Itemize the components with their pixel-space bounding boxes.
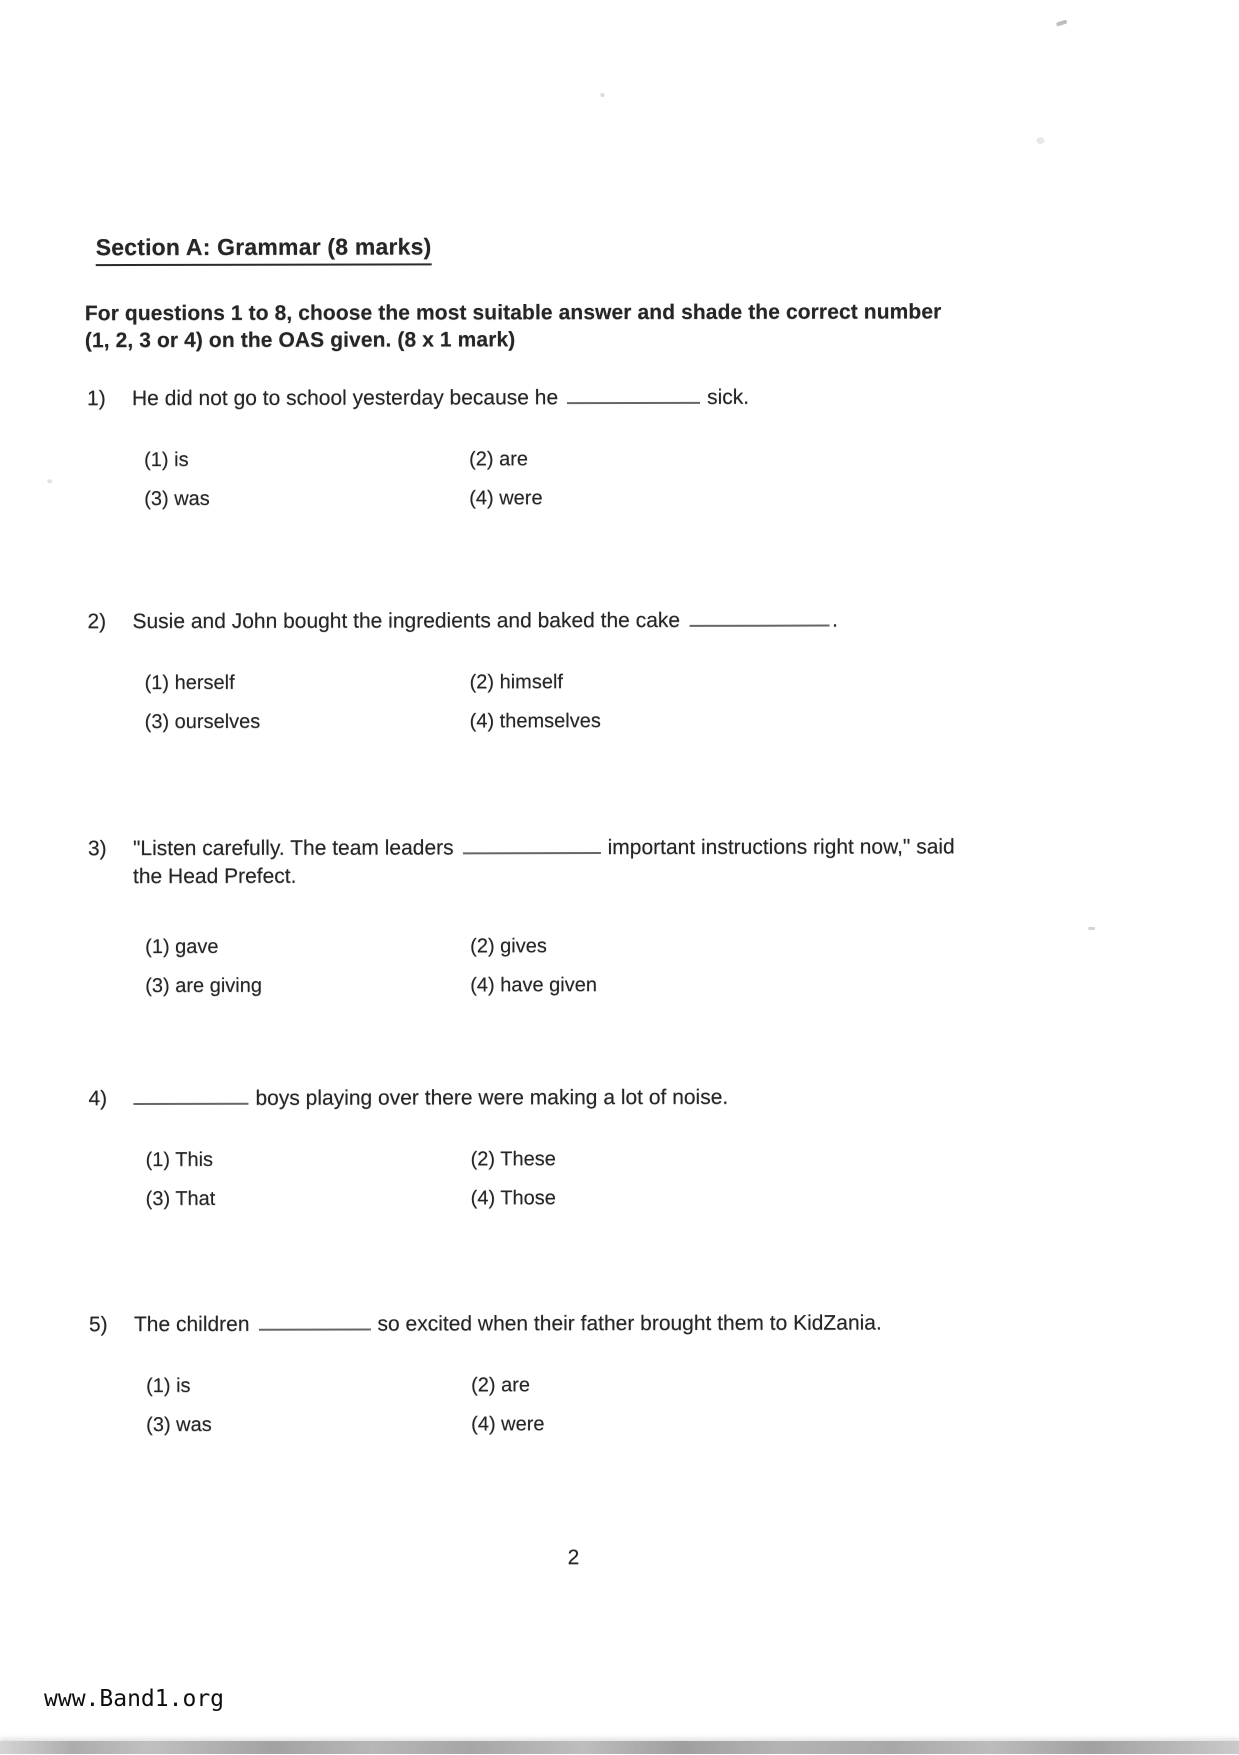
question-1-options bbox=[144, 446, 1207, 511]
watermark-url: www.Band1.org bbox=[44, 1684, 232, 1714]
answer-blank bbox=[258, 1315, 370, 1331]
instructions-line-2: (1, 2, 3 or 4) on the OAS given. (8 x 1 mark) bbox=[85, 325, 1135, 354]
question-5 bbox=[89, 1309, 1209, 1437]
question-4-after: boys playing over there were making a lot of noise. bbox=[255, 1086, 728, 1110]
option-3: (3) ourselves bbox=[145, 709, 470, 734]
option-4: (4) Those bbox=[471, 1185, 1209, 1211]
scan-edge-band bbox=[0, 1741, 1239, 1754]
page-number: 2 bbox=[553, 1546, 593, 1570]
section-heading: Section A: Grammar (8 marks) bbox=[96, 233, 432, 266]
scan-speck bbox=[1088, 927, 1095, 930]
option-2: (2) are bbox=[469, 446, 1207, 472]
option-4: (4) were bbox=[469, 485, 1207, 511]
question-5-options bbox=[146, 1372, 1209, 1437]
question-3-after: important instructions right now," said bbox=[608, 835, 955, 859]
question-1 bbox=[87, 383, 1207, 511]
question-3-text bbox=[88, 833, 1208, 862]
option-3: (3) was bbox=[144, 486, 469, 511]
question-2 bbox=[87, 606, 1207, 734]
question-4-options bbox=[146, 1146, 1209, 1211]
scan-speck bbox=[47, 479, 52, 483]
option-2: (2) These bbox=[471, 1146, 1209, 1172]
question-3-options bbox=[145, 933, 1208, 998]
answer-blank bbox=[689, 611, 829, 627]
question-4-text bbox=[88, 1083, 1208, 1112]
option-2: (2) himself bbox=[470, 669, 1208, 695]
option-1: (1) is bbox=[144, 447, 469, 472]
option-4: (4) themselves bbox=[470, 708, 1208, 734]
option-2: (2) gives bbox=[470, 933, 1208, 959]
option-4: (4) were bbox=[471, 1411, 1209, 1437]
question-3 bbox=[88, 833, 1208, 998]
question-3-number: 3) bbox=[88, 835, 133, 862]
instructions-line-1: For questions 1 to 8, choose the most suitable answer and shade the correct number bbox=[85, 298, 1135, 327]
option-3: (3) are giving bbox=[145, 973, 470, 998]
question-5-before: The children bbox=[134, 1313, 250, 1336]
question-5-number: 5) bbox=[89, 1311, 134, 1338]
answer-blank bbox=[567, 388, 700, 404]
question-1-before: He did not go to school yesterday because he bbox=[132, 386, 558, 410]
scan-speck bbox=[600, 93, 604, 97]
option-1: (1) This bbox=[146, 1147, 471, 1172]
section-instructions bbox=[85, 298, 1135, 354]
question-3-text-line-2: the Head Prefect. bbox=[133, 860, 1208, 891]
option-1: (1) herself bbox=[145, 670, 470, 695]
answer-blank bbox=[133, 1089, 248, 1105]
option-3: (3) That bbox=[146, 1186, 471, 1211]
question-1-text bbox=[87, 383, 1207, 412]
question-1-number: 1) bbox=[87, 385, 132, 412]
option-1: (1) gave bbox=[145, 934, 470, 959]
question-2-number: 2) bbox=[87, 608, 132, 635]
question-2-after: . bbox=[832, 609, 838, 632]
scan-speck bbox=[1036, 137, 1044, 144]
option-2: (2) are bbox=[471, 1372, 1209, 1398]
option-4: (4) have given bbox=[470, 972, 1208, 998]
option-1: (1) is bbox=[146, 1373, 471, 1398]
question-5-text bbox=[89, 1309, 1209, 1338]
answer-blank bbox=[463, 838, 601, 854]
question-3-before: "Listen carefully. The team leaders bbox=[133, 836, 454, 860]
scan-speck bbox=[1056, 19, 1068, 26]
question-2-options bbox=[145, 669, 1208, 734]
question-2-text bbox=[87, 606, 1207, 635]
question-4-number: 4) bbox=[88, 1085, 133, 1112]
question-5-after: so excited when their father brought them to KidZania. bbox=[377, 1311, 881, 1335]
question-4 bbox=[88, 1083, 1208, 1211]
question-2-before: Susie and John bought the ingredients and baked the cake bbox=[132, 609, 680, 633]
option-3: (3) was bbox=[146, 1412, 471, 1437]
question-1-after: sick. bbox=[707, 386, 749, 409]
